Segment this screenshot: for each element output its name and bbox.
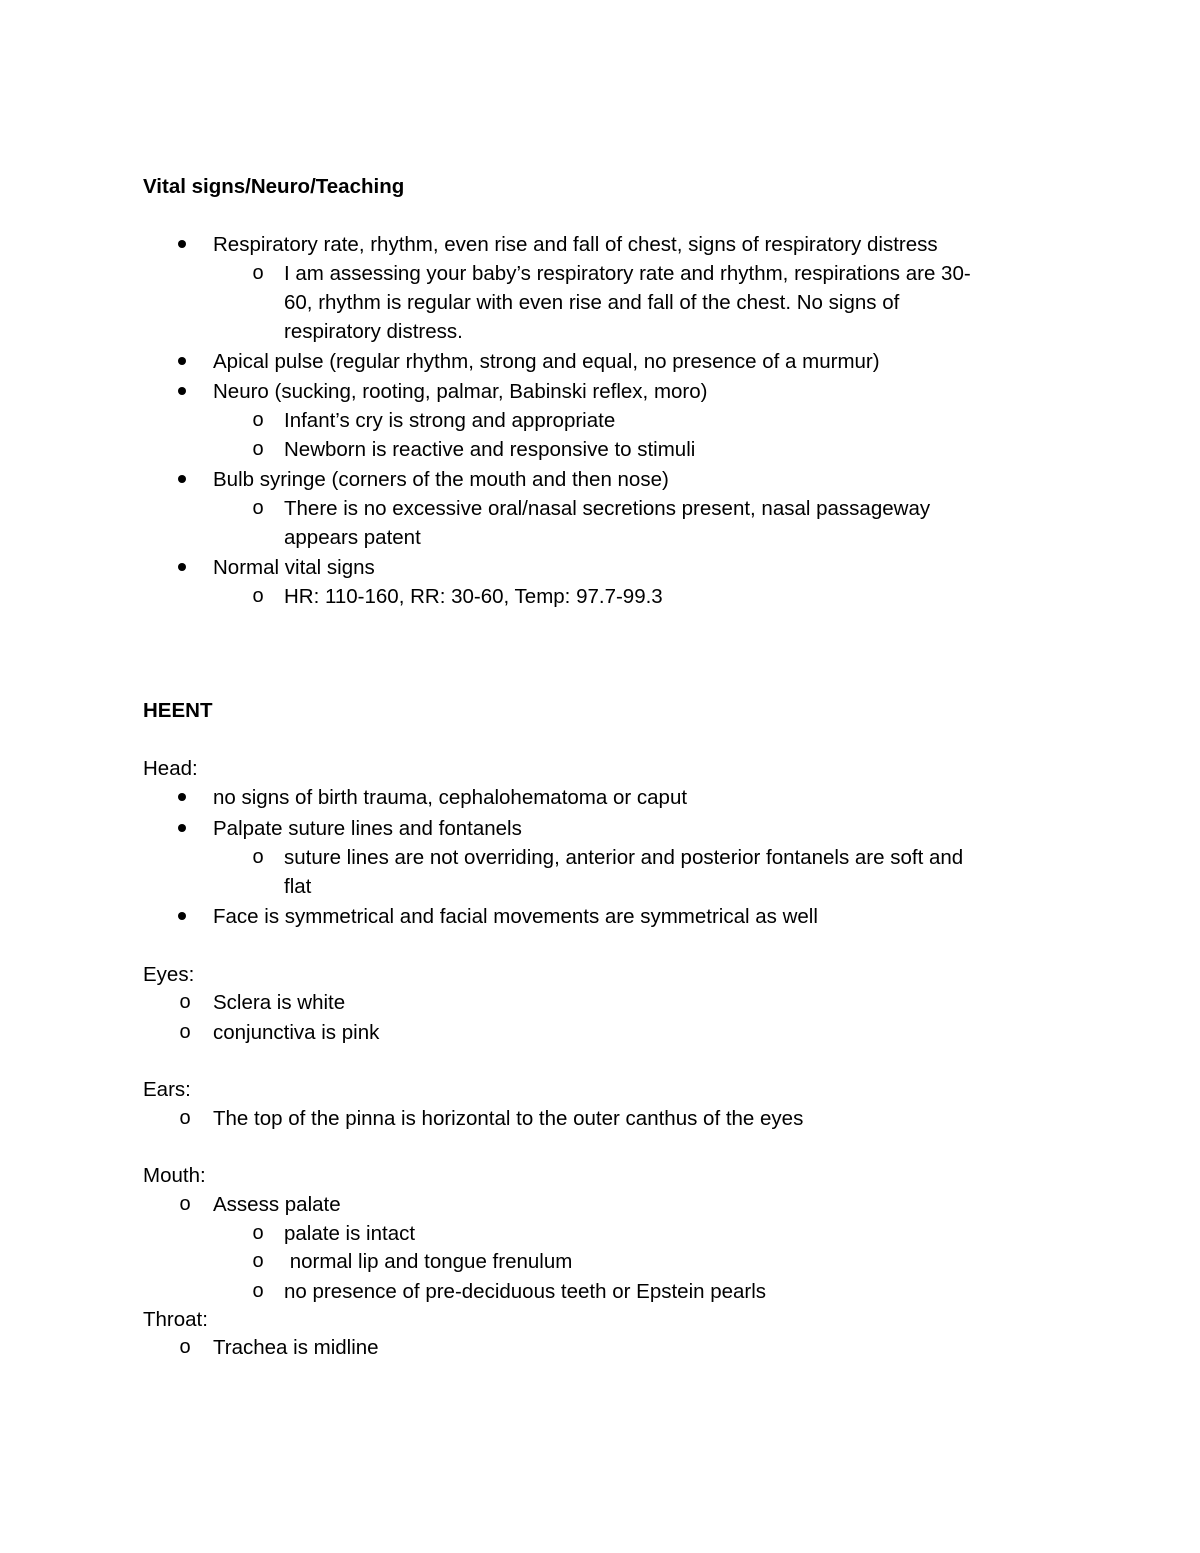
sub-bullet-icon: o <box>252 409 264 431</box>
section-title-heent: HEENT <box>143 699 213 722</box>
bullet-icon <box>178 387 186 395</box>
list-item: Neuro (sucking, rooting, palmar, Babinski reflex, moro) <box>213 380 708 403</box>
list-item: conjunctiva is pink <box>213 1021 380 1044</box>
list-item: There is no excessive oral/nasal secretions present, nasal passageway <box>284 497 931 520</box>
sub-bullet-icon: o <box>252 585 264 607</box>
list-item: no signs of birth trauma, cephalohematoma or caput <box>213 786 688 809</box>
sub-bullet-icon: o <box>179 991 191 1013</box>
list-item: Apical pulse (regular rhythm, strong and equal, no presence of a murmur) <box>213 350 880 373</box>
list-item: palate is intact <box>284 1222 416 1245</box>
bullet-icon <box>178 912 186 920</box>
sub-bullet-icon: o <box>252 1280 264 1302</box>
sub-bullet-icon: o <box>179 1021 191 1043</box>
list-item: Sclera is white <box>213 991 346 1014</box>
list-item: no presence of pre-deciduous teeth or Epstein pearls <box>284 1280 767 1303</box>
list-item: Bulb syringe (corners of the mouth and then nose) <box>213 468 669 491</box>
list-item: Palpate suture lines and fontanels <box>213 817 522 840</box>
sub-bullet-icon: o <box>179 1107 191 1129</box>
list-item: I am assessing your baby’s respiratory rate and rhythm, respirations are 30- <box>284 262 971 285</box>
subsection-label-ears: Ears: <box>143 1078 191 1101</box>
list-item: Trachea is midline <box>213 1336 379 1359</box>
bullet-icon <box>178 824 186 832</box>
sub-bullet-icon: o <box>252 497 264 519</box>
list-item-continued: flat <box>284 875 312 898</box>
list-item: Newborn is reactive and responsive to stimuli <box>284 438 696 461</box>
list-item: normal lip and tongue frenulum <box>284 1250 573 1273</box>
list-item-continued: appears patent <box>284 526 421 549</box>
bullet-icon <box>178 357 186 365</box>
sub-bullet-icon: o <box>252 1250 264 1272</box>
bullet-icon <box>178 475 186 483</box>
bullet-icon <box>178 240 186 248</box>
bullet-icon <box>178 563 186 571</box>
list-item: The top of the pinna is horizontal to the outer canthus of the eyes <box>213 1107 804 1130</box>
section-title-vitals: Vital signs/Neuro/Teaching <box>143 175 405 198</box>
list-item-continued: 60, rhythm is regular with even rise and fall of the chest. No signs of <box>284 291 900 314</box>
list-item: HR: 110-160, RR: 30-60, Temp: 97.7-99.3 <box>284 585 663 608</box>
sub-bullet-icon: o <box>179 1336 191 1358</box>
list-item: suture lines are not overriding, anterior and posterior fontanels are soft and <box>284 846 964 869</box>
sub-bullet-icon: o <box>252 262 264 284</box>
subsection-label-head: Head: <box>143 757 198 780</box>
list-item: Respiratory rate, rhythm, even rise and fall of chest, signs of respiratory distress <box>213 233 938 256</box>
sub-bullet-icon: o <box>179 1193 191 1215</box>
subsection-label-mouth: Mouth: <box>143 1164 206 1187</box>
list-item: Assess palate <box>213 1193 341 1216</box>
bullet-icon <box>178 793 186 801</box>
list-item-continued: respiratory distress. <box>284 320 463 343</box>
sub-bullet-icon: o <box>252 846 264 868</box>
list-item: Face is symmetrical and facial movements are symmetrical as well <box>213 905 818 928</box>
subsection-label-eyes: Eyes: <box>143 963 195 986</box>
list-item: Infant’s cry is strong and appropriate <box>284 409 616 432</box>
sub-bullet-icon: o <box>252 438 264 460</box>
subsection-label-throat: Throat: <box>143 1308 208 1331</box>
list-item: Normal vital signs <box>213 556 375 579</box>
sub-bullet-icon: o <box>252 1222 264 1244</box>
